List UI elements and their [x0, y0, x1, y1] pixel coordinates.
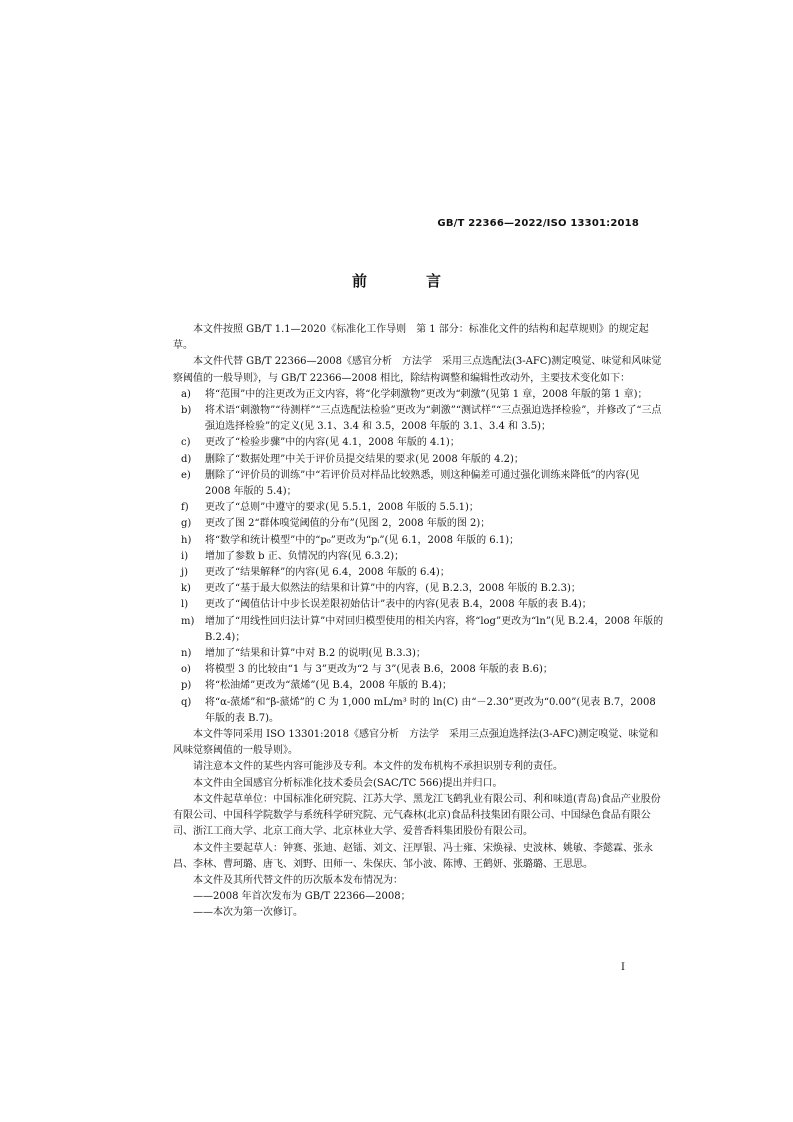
change-item-text: 删除了“评价员的训练”中“若评价员对样品比较熟悉，则这种偏差可通过强化训练来降低”的内容(见 2008 年版的 5.4)；	[205, 469, 640, 498]
change-item-text: 更改了“总则”中遵守的要求(见 5.5.1，2008 年版的 5.5.1)；	[205, 502, 479, 514]
closing-paragraph-5: 本文件主要起草人：钟赛、张迪、赵镭、刘文、汪厚银、冯士雍、宋焕禄、史波林、姚敏、李懿霖、张永昌、李林、曹珂璐、唐飞、刘野、田师一、朱保庆、邹小波、陈博、王鹤妍、张璐璐、王思思。	[173, 842, 653, 870]
change-item-text: 更改了“检验步骤”中的内容(见 4.1，2008 年版的 4.1)；	[205, 437, 460, 449]
foreword-content	[173, 322, 667, 922]
change-item-text: 更改了“基于最大似然法的结果和计算”中的内容，(见 B.2.3，2008 年版的 B.2.3)；	[205, 583, 581, 595]
change-item-marker: q)	[181, 696, 192, 708]
change-item-marker: p)	[181, 680, 192, 692]
change-item-text: 将“松油烯”更改为“蒎烯”(见 B.4，2008 年版的 B.4)；	[205, 680, 453, 692]
change-item-marker: n)	[181, 648, 192, 660]
change-item-marker: c)	[181, 437, 191, 449]
closing-paragraph-3: 本文件由全国感官分析标准化技术委员会(SAC/TC 566)提出并归口。	[193, 777, 503, 789]
change-item	[173, 662, 667, 678]
change-item	[173, 403, 667, 435]
change-item	[173, 646, 667, 662]
change-item	[173, 516, 667, 532]
change-item	[173, 452, 667, 468]
closing-paragraph-6: 本文件及其所代替文件的历次版本发布情况为：	[193, 874, 403, 886]
change-item-text: 更改了“阈值估计中步长误差限初始估计”表中的内容(见表 B.4，2008 年版的表 B.4)；	[205, 599, 592, 611]
change-item-marker: b)	[181, 405, 192, 417]
change-item-marker: j)	[181, 567, 189, 579]
change-item	[173, 678, 667, 694]
change-item-text: 将“α-蒎烯”和“β-蒎烯”的 C 为 1,000 mL/m³ 时的 ln(C) 由“－2.30”更改为“0.00”(见表 B.7，2008 年版的表 B.7)。	[205, 696, 656, 724]
intro-paragraph-1: 本文件按照 GB/T 1.1—2020《标准化工作导则 第 1 部分：标准化文件的结构和起草规则》的规定起草。	[173, 324, 649, 352]
change-item-text: 增加了“用线性回归法计算”中对回归模型使用的相关内容，将“log”更改为“ln”(见 B.2.4，2008 年版的 B.2.4)；	[205, 615, 664, 643]
change-item-marker: f)	[181, 502, 189, 514]
change-item-marker: a)	[181, 388, 191, 400]
change-item	[173, 581, 667, 597]
change-item-marker: k)	[181, 583, 191, 595]
change-item-marker: i)	[181, 550, 189, 562]
change-item-text: 增加了参数 b 正、负情况的内容(见 6.3.2)；	[205, 550, 405, 562]
change-item-marker: o)	[181, 664, 191, 676]
document-header-code: GB/T 22366—2022/ISO 13301:2018	[437, 218, 639, 229]
change-item	[173, 614, 667, 646]
change-item-text: 将“范围”中的注更改为正文内容，将“化学刺激物”更改为“刺激”(见第 1 章，2008 年版的第 1 章)；	[205, 388, 648, 400]
change-item-text: 增加了“结果和计算”中对 B.2 的说明(见 B.3.3)；	[205, 648, 426, 660]
change-item-marker: e)	[181, 469, 191, 481]
change-item	[173, 549, 667, 565]
history-item-2: ——本次为第一次修订。	[193, 907, 303, 919]
change-item	[173, 565, 667, 581]
change-item-marker: m)	[181, 615, 195, 627]
change-item-text: 将“数学和统计模型”中的“p₀”更改为“pᵢ”(见 6.1，2008 年版的 6.1)；	[205, 534, 520, 546]
change-item-text: 删除了“数据处理”中关于评价员提交结果的要求(见 2008 年版的 4.2)；	[205, 453, 524, 465]
change-item	[173, 533, 667, 549]
intro-paragraph-2: 本文件代替 GB/T 22366—2008《感官分析 方法学 采用三点选配法(3-AFC)测定嗅觉、味觉和风味觉察阈值的一般导则》，与 GB/T 22366—2008 相比，除结构调整和编辑性改动外，主要技术变化如下：	[173, 356, 662, 384]
change-item	[173, 695, 667, 727]
closing-paragraph-1: 本文件等同采用 ISO 13301:2018《感官分析 方法学 采用三点强迫选择法(3-AFC)测定嗅觉、味觉和风味觉察阈值的一般导则》。	[173, 729, 659, 757]
change-item	[173, 387, 667, 403]
change-item	[173, 500, 667, 516]
change-item-marker: l)	[181, 599, 189, 611]
change-item	[173, 468, 667, 500]
closing-paragraph-2: 请注意本文件的某些内容可能涉及专利。本文件的发布机构不承担识别专利的责任。	[193, 761, 563, 773]
change-item-marker: g)	[181, 518, 192, 530]
change-item-text: 将模型 3 的比较由“1 与 3”更改为“2 与 3”(见表 B.6，2008 年版的表 B.6)；	[205, 664, 553, 676]
change-item-marker: h)	[181, 534, 192, 546]
change-item	[173, 597, 667, 613]
page-title: 前 言	[351, 272, 463, 290]
history-item-1: ——2008 年首次发布为 GB/T 22366—2008；	[193, 891, 411, 903]
closing-paragraph-4: 本文件起草单位：中国标准化研究院、江苏大学、黑龙江飞鹤乳业有限公司、利和味道(青岛)食品产业股份有限公司、中国科学院数学与系统科学研究院、元气森林(北京)食品科技集团有限公司、中国绿色食品有限公司、浙江工商大学、北京工商大学、北京林业大学、爱普香料集团股份有限公司。	[173, 793, 661, 838]
change-item	[173, 435, 667, 451]
changes-list	[173, 387, 667, 727]
change-item-text: 更改了图 2“群体嗅觉阈值的分布”(见图 2，2008 年版的图 2)；	[205, 518, 491, 530]
change-item-marker: d)	[181, 453, 192, 465]
change-item-text: 将术语“刺激物”“待测样”“三点选配法检验”更改为“刺激”“测试样”“三点强迫选择检验”，并修改了“三点强迫选择检验”的定义(见 3.1、3.4 和 3.5，2008 年版的 3.1、3.4 和 3.5)；	[205, 405, 662, 433]
change-item-text: 更改了“结果解释”的内容(见 6.4，2008 年版的 6.4)；	[205, 567, 450, 579]
page-number: I	[621, 962, 625, 973]
